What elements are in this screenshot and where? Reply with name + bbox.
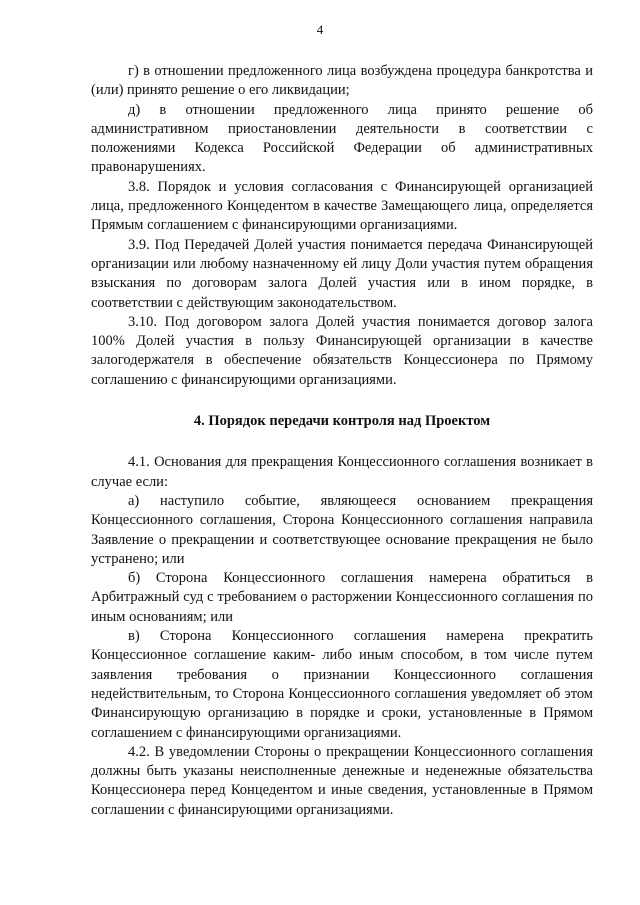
paragraph-3-9: 3.9. Под Передачей Долей участия понимается передача Финансирующей организации или любому назначенному ей лицу Доли участия путем обращения взыскания по договорам залога Долей участия или в ином порядке, в соответствии с действующим законодательством. [91,236,593,311]
paragraph-4-1-b: б) Сторона Концессионного соглашения намерена обратиться в Арбитражный суд с требованием о расторжении Концессионного соглашения по иным основаниям; или [91,570,593,625]
document-body [91,62,593,820]
paragraph-3-7-g: г) в отношении предложенного лица возбуждена процедура банкротства и (или) принято решение о его ликвидации; [91,63,593,99]
paragraph-4-1: 4.1. Основания для прекращения Концессионного соглашения возникает в случае если: [91,454,593,490]
section-4-heading: 4. Порядок передачи контроля над Проектом [193,413,491,430]
paragraph-4-2: 4.2. В уведомлении Стороны о прекращении Концессионного соглашения должны быть указаны неисполненные денежные и неденежные обязательства Концессионера перед Концедентом и иные сведения, установленные в Прямом соглашении с финансирующими организациями. [91,743,593,818]
paragraph-4-1-v: в) Сторона Концессионного соглашения намерена прекратить Концессионное соглашение каким- либо иным способом, в том числе путем заявления требования о признании Концессионного соглашения недействительным, то Сторона Концессионного соглашения уведомляет об этом Финансирующую организацию в порядке и сроки, установленные в Прямом соглашением с финансирующими организациями. [91,628,593,741]
page-number: 4 [316,22,324,37]
paragraph-4-1-a: а) наступило событие, являющееся основанием прекращения Концессионного соглашения, Сторона Концессионного соглашения направила Заявление о прекращении и соответствующее основание прекращения не было устранено; или [91,492,593,567]
paragraph-3-10: 3.10. Под договором залога Долей участия понимается договор залога 100% Долей участия в пользу Финансирующей организации в качестве залогодержателя в обеспечение обязательств Концессионера по Прямому соглашению с финансирующими организациями. [91,313,593,388]
paragraph-3-8: 3.8. Порядок и условия согласования с Финансирующей организацией лица, предложенного Концедентом в качестве Замещающего лица, определяется Прямым соглашением с финансирующими организациями. [91,178,593,234]
paragraph-3-7-d: д) в отношении предложенного лица принято решение об административном приостановлении деятельности в соответствии с положениями Кодекса Российской Федерации об административных правонарушениях. [91,101,593,176]
